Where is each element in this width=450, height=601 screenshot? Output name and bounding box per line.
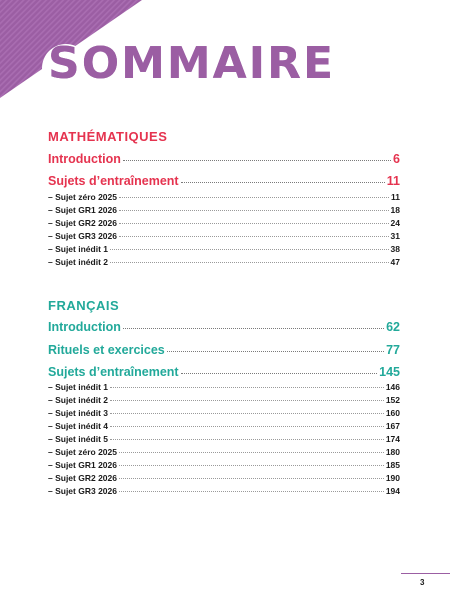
section-heading-math: MATHÉMATIQUES <box>48 129 168 144</box>
toc-label: – Sujet GR3 2026 <box>48 486 117 496</box>
toc-label: – Sujet GR1 2026 <box>48 205 117 215</box>
toc-label: – Sujet GR2 2026 <box>48 473 117 483</box>
toc-page: 47 <box>390 257 400 267</box>
toc-page: 160 <box>385 408 400 418</box>
section-heading-french: FRANÇAIS <box>48 298 120 313</box>
toc-label: – Sujet GR3 2026 <box>48 231 117 241</box>
footer-rule <box>401 573 450 574</box>
toc-page: 31 <box>390 231 400 241</box>
toc-page: 38 <box>390 244 400 254</box>
toc-page: 146 <box>385 382 400 392</box>
dot-leader <box>110 400 384 401</box>
toc-subentry[interactable] <box>48 205 400 215</box>
page-number: 3 <box>420 578 425 587</box>
toc-subentry[interactable] <box>48 395 400 405</box>
dot-leader <box>119 223 389 224</box>
toc-page: 11 <box>391 192 400 202</box>
dot-leader <box>110 413 384 414</box>
toc-label: – Sujet inédit 1 <box>48 244 108 254</box>
dot-leader <box>119 210 389 211</box>
toc-subentry[interactable] <box>48 447 400 457</box>
toc-page: 185 <box>385 460 400 470</box>
toc-page: 62 <box>386 320 400 334</box>
dot-leader <box>123 328 384 329</box>
toc-subentry[interactable] <box>48 434 400 444</box>
toc-page: 190 <box>385 473 400 483</box>
dot-leader <box>119 197 389 198</box>
toc-label: Introduction <box>48 320 121 334</box>
dot-leader <box>110 387 384 388</box>
toc-label: – Sujet GR2 2026 <box>48 218 117 228</box>
toc-subentry[interactable] <box>48 460 400 470</box>
toc-label: Rituels et exercices <box>48 343 165 357</box>
toc-entry[interactable] <box>48 365 400 379</box>
dot-leader <box>181 373 378 374</box>
toc-page: 167 <box>385 421 400 431</box>
toc-label: Introduction <box>48 152 121 166</box>
toc-page: 180 <box>385 447 400 457</box>
toc-subentry[interactable] <box>48 473 400 483</box>
toc-label: Sujets d’entraînement <box>48 174 179 188</box>
toc-label: – Sujet inédit 2 <box>48 395 108 405</box>
dot-leader <box>119 491 384 492</box>
toc-subentry[interactable] <box>48 192 400 202</box>
toc-label: – Sujet inédit 4 <box>48 421 108 431</box>
toc-entry[interactable] <box>48 152 400 166</box>
dot-leader <box>123 160 391 161</box>
toc-page: 194 <box>385 486 400 496</box>
toc-page: 174 <box>385 434 400 444</box>
toc-subentry[interactable] <box>48 382 400 392</box>
dot-leader <box>119 452 384 453</box>
dot-leader <box>181 182 385 183</box>
toc-label: – Sujet inédit 5 <box>48 434 108 444</box>
dot-leader <box>110 439 384 440</box>
dot-leader <box>110 426 384 427</box>
toc-subentry[interactable] <box>48 218 400 228</box>
toc-label: – Sujet inédit 3 <box>48 408 108 418</box>
toc-page: 152 <box>385 395 400 405</box>
dot-leader <box>119 236 389 237</box>
toc-label: – Sujet inédit 2 <box>48 257 108 267</box>
toc-page: 24 <box>390 218 400 228</box>
toc-subentry[interactable] <box>48 257 400 267</box>
toc-subentry[interactable] <box>48 408 400 418</box>
page-title: SOMMAIRE <box>48 38 336 89</box>
toc-page: 77 <box>386 343 400 357</box>
toc-subentry[interactable] <box>48 486 400 496</box>
dot-leader <box>110 249 389 250</box>
dot-leader <box>110 262 389 263</box>
toc-label: Sujets d’entraînement <box>48 365 179 379</box>
dot-leader <box>119 465 384 466</box>
toc-label: – Sujet GR1 2026 <box>48 460 117 470</box>
toc-entry[interactable] <box>48 320 400 334</box>
toc-subentry[interactable] <box>48 244 400 254</box>
toc-entry[interactable] <box>48 174 400 188</box>
toc-subentry[interactable] <box>48 421 400 431</box>
dot-leader <box>119 478 384 479</box>
toc-label: – Sujet zéro 2025 <box>48 192 117 202</box>
toc-label: – Sujet zéro 2025 <box>48 447 117 457</box>
toc-page: 18 <box>390 205 400 215</box>
toc-page: 11 <box>386 174 400 188</box>
toc-page: 6 <box>393 152 400 166</box>
toc-label: – Sujet inédit 1 <box>48 382 108 392</box>
dot-leader <box>167 351 384 352</box>
toc-subentry[interactable] <box>48 231 400 241</box>
toc-entry[interactable] <box>48 343 400 357</box>
toc-page: 145 <box>379 365 400 379</box>
